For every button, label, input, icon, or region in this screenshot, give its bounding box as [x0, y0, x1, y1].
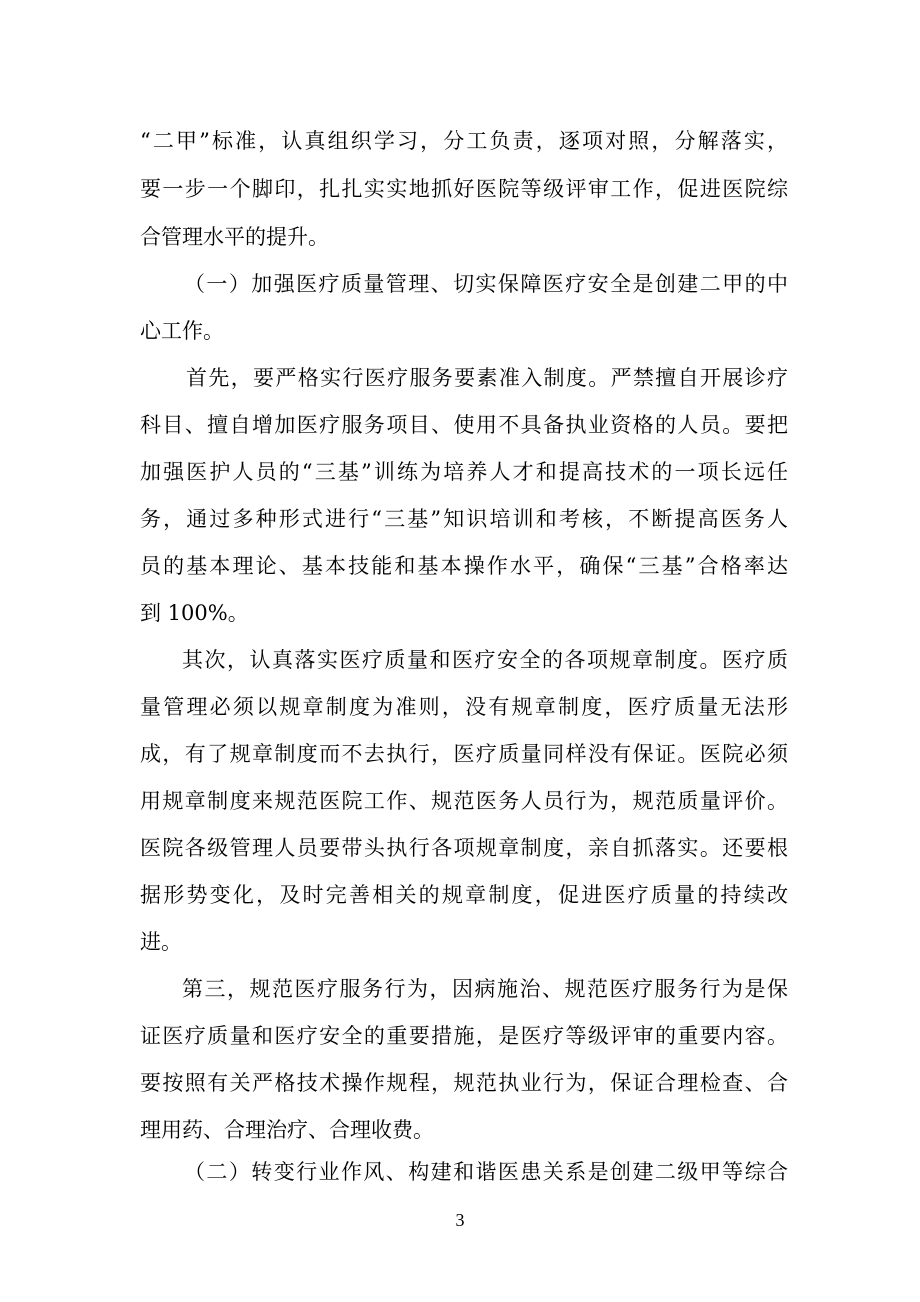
section-heading: （一）加强医疗质量管理、切实保障医疗安全是创建二甲的中 — [184, 272, 788, 296]
text-line: 合管理水平的提升。 — [140, 225, 329, 249]
section-heading: （二）转变行业作风、构建和谐医患关系是创建二级甲等综合 — [184, 1160, 788, 1184]
page-number: 3 — [455, 1210, 465, 1230]
text-line: 进。 — [140, 930, 182, 954]
text-line: 成，有了规章制度而不去执行，医疗质量同样没有保证。医院必须 — [140, 742, 788, 766]
text-line: 医院各级管理人员要带头执行各项规章制度，亲自抓落实。还要根 — [140, 836, 788, 860]
section-heading: 心工作。 — [140, 319, 224, 343]
text-line: 首先，要严格实行医疗服务要素准入制度。严禁擅自开展诊疗 — [186, 366, 788, 390]
text-line: 量管理必须以规章制度为准则，没有规章制度，医疗质量无法形 — [140, 695, 788, 719]
text-line: 理用药、合理治疗、合理收费。 — [140, 1118, 434, 1142]
text-line: 加强医护人员的“三基”训练为培养人才和提高技术的一项长远任 — [140, 460, 788, 484]
text-line: 要一步一个脚印，扎扎实实地抓好医院等级评审工作，促进医院综 — [140, 177, 788, 201]
text-line: 务，通过多种形式进行“三基”知识培训和考核，不断提高医务人 — [140, 507, 788, 531]
text-line: 要按照有关严格技术操作规程，规范执业行为，保证合理检查、合 — [140, 1071, 788, 1095]
text-line: “二甲”标准，认真组织学习，分工负责，逐项对照，分解落实， — [140, 129, 788, 153]
text-line: 其次，认真落实医疗质量和医疗安全的各项规章制度。医疗质 — [182, 648, 788, 672]
text-line: 用规章制度来规范医院工作、规范医务人员行为，规范质量评价。 — [140, 789, 788, 813]
text-line: 证医疗质量和医疗安全的重要措施，是医疗等级评审的重要内容。 — [140, 1024, 788, 1048]
text-line: 到 100%。 — [140, 601, 249, 625]
text-line: 第三，规范医疗服务行为，因病施治、规范医疗服务行为是保 — [182, 977, 788, 1001]
text-line: 据形势变化，及时完善相关的规章制度，促进医疗质量的持续改 — [140, 883, 788, 907]
text-line: 科目、擅自增加医疗服务项目、使用不具备执业资格的人员。要把 — [140, 413, 788, 437]
text-line: 员的基本理论、基本技能和基本操作水平，确保“三基”合格率达 — [140, 554, 788, 578]
